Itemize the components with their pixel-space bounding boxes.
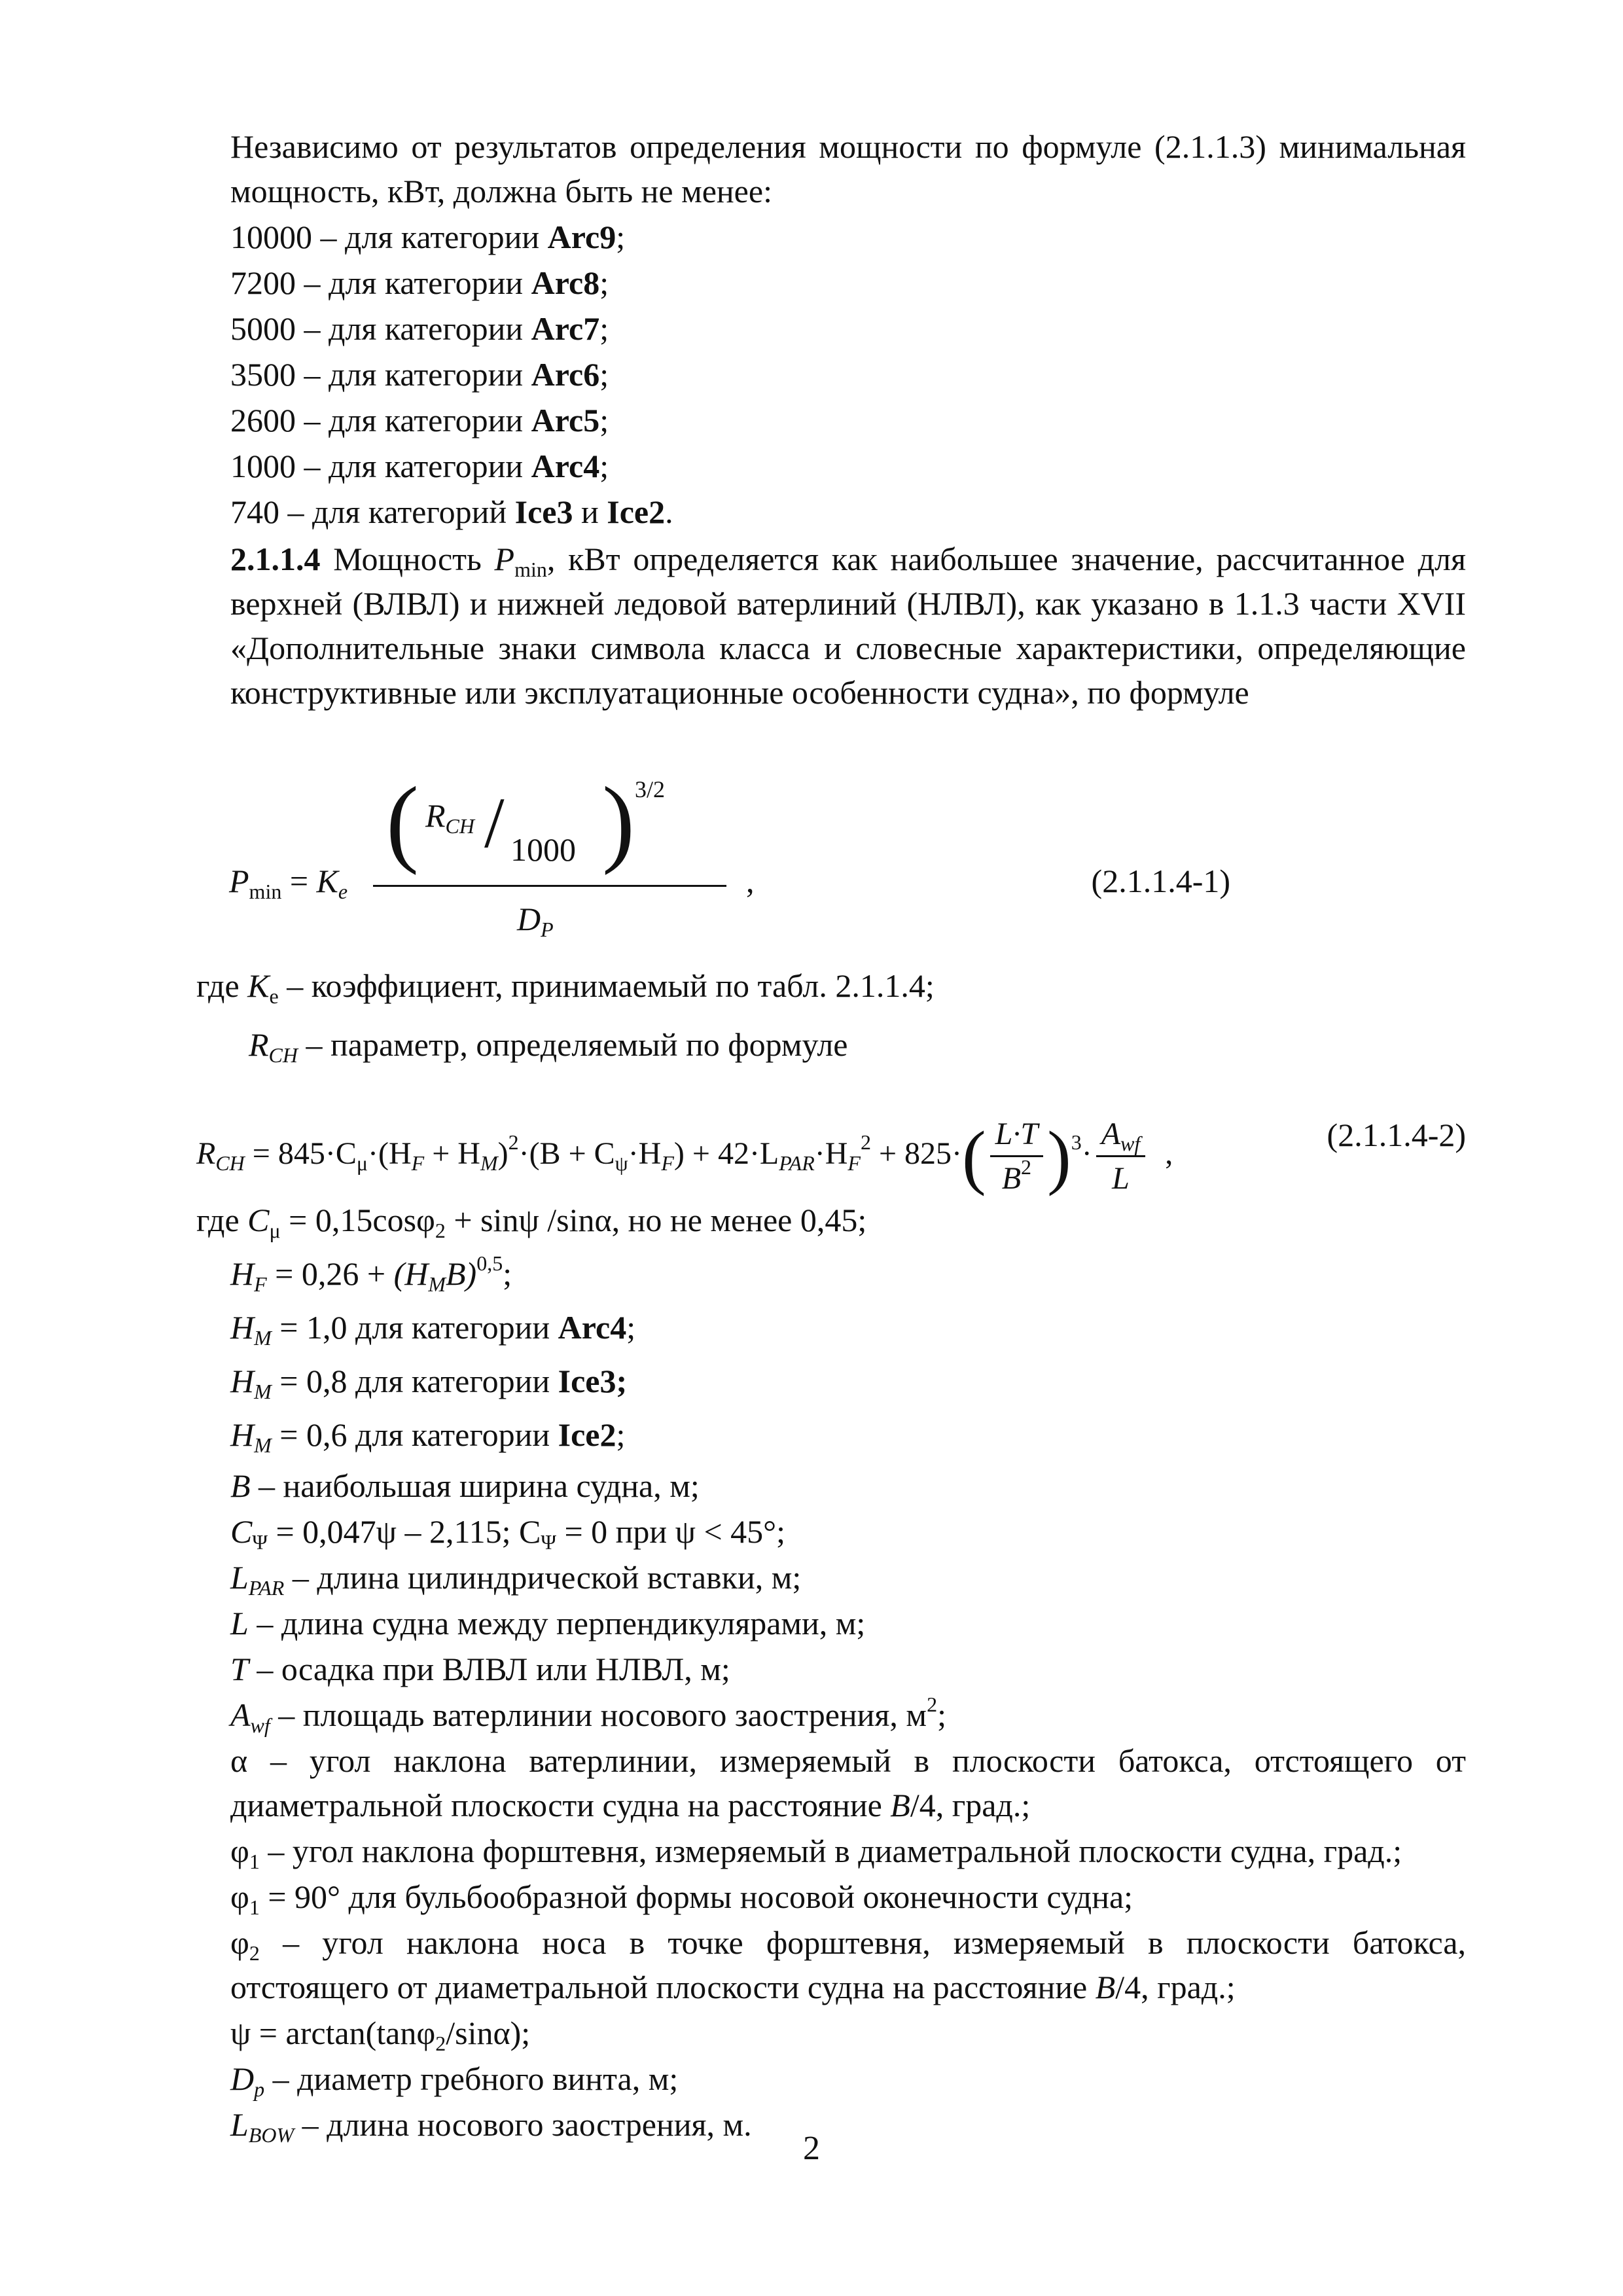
section-2-1-1-4: 2.1.1.4 Мощность $P_{min}$, кВт определяется как наибольшее значение, рассчитанное для верхней (ВЛВЛ) и нижней ледовой ватерлиний (НЛВЛ), как указано в 1.1.3 части XVII «Дополнительные знаки символа класса и словесные характеристики, определяющие конструктивные или эксплуатационные особенности судна», по формуле — [230, 541, 1466, 711]
def-hm-ice3: $H_M = 0,8$ для категории Ice3; — [230, 1363, 628, 1403]
def-awf: $A_{wf}$ – площадь ватерлинии носового заострения, $м^2$; — [230, 1693, 946, 1737]
where-rch: $R_{CH}$ – параметр, определяемый по формуле — [249, 1026, 848, 1067]
formula2-number: (2.1.1.4-2) — [1327, 1117, 1466, 1153]
formula1-lhs: $P_{min} = K_e$ — [229, 863, 348, 903]
document-body — [196, 124, 1466, 2147]
def-hm-arc4: $H_M = 1,0$ для категории Arc4; — [230, 1309, 636, 1350]
page-number: 2 — [803, 2130, 820, 2167]
where-ke: где $K_e$ – коэффициент, принимаемый по табл. 2.1.1.4; — [196, 967, 935, 1008]
list-item: 2600 – для категории Arc5; — [230, 402, 609, 439]
def-cpsi: $C_\Psi = 0,047\psi - 2,115$; $C_\Psi = 0$ при ψ < 45°; — [230, 1513, 786, 1554]
formula-2-1-1-4-2 — [196, 1086, 1466, 1196]
def-psi: ψ = arctan(tanφ$_2$/sinα); — [230, 2015, 531, 2055]
list-item: 5000 – для категории Arc7; — [230, 310, 609, 347]
formula2-expression: $R_{CH} = 845\cdot C_\mu\cdot(H_F + H_M)^2\cdot(B + C_\psi\cdot H_F) + 42\cdot L_{PAR}\cdot H_F^2 + 825\cdot$( $\frac{L\cdot T}{B^2}$ )$^3$· $A_{wf}$ L , — [196, 1113, 1173, 1200]
def-b: B – наибольшая ширина судна, м; — [230, 1467, 700, 1504]
def-dp: $D_p$ – диаметр гребного винта, м; — [230, 2060, 679, 2101]
def-hf: $H_F = 0,26 + (H_MB)^{0,5}$; — [230, 1251, 512, 1296]
def-lbow: $L_{BOW}$ – длина носового заострения, м. — [230, 2106, 752, 2147]
list-item: 740 – для категорий Ice3 и Ice2. — [230, 493, 673, 530]
def-hm-ice2: $H_M = 0,6$ для категории Ice2; — [230, 1416, 626, 1457]
def-cmu: где $C_\mu = 0,15\cos\varphi_2 + \sin\psi$ /sinα, но не менее 0,45; — [196, 1202, 867, 1242]
def-t: T – осадка при ВЛВЛ или НЛВЛ, м; — [230, 1651, 730, 1687]
formula1-number: (2.1.1.4-1) — [1091, 863, 1230, 899]
def-l: L – длина судна между перпендикулярами, м; — [230, 1605, 866, 1641]
def-phi2: $\varphi_2$ – угол наклона носа в точке форштевня, измеряемый в плоскости батокса, отстоящего от диаметральной плоскости судна на расстояние B/4, град.; — [230, 1924, 1466, 2005]
def-alpha: α – угол наклона ватерлинии, измеряемый в плоскости батокса, отстоящего от диаметральной плоскости судна на расстояние B/4, град.; — [230, 1742, 1466, 1823]
list-item: 10000 – для категории Arc9; — [230, 219, 626, 255]
intro-paragraph: Независимо от результатов определения мощности по формуле (2.1.1.3) минимальная мощность, кВт, должна быть не менее: — [230, 128, 1466, 209]
def-phi1-bulb: $\varphi_1 = 90^\circ$ для бульбообразной формы носовой оконечности судна; — [230, 1878, 1133, 1919]
def-lpar: $L_{PAR}$ – длина цилиндрической вставки, м; — [230, 1559, 802, 1600]
min-power-list — [196, 215, 1466, 534]
section-number: 2.1.1.4 — [230, 541, 321, 577]
list-item: 3500 – для категории Arc6; — [230, 356, 609, 393]
formula-2-1-1-4-1: $P_{min} = K_e$ ( $R_{CH}$ / 1000 ) 3/2 $D_P$ , (2.1.1.4-1) — [229, 767, 1230, 941]
list-item: 1000 – для категории Arc4; — [230, 448, 609, 484]
definitions-list — [196, 1198, 1466, 2147]
def-phi1-angle: $\varphi_1$ – угол наклона форштевня, измеряемый в диаметральной плоскости судна, град.; — [230, 1833, 1402, 1873]
list-item: 7200 – для категории Arc8; — [230, 264, 609, 301]
